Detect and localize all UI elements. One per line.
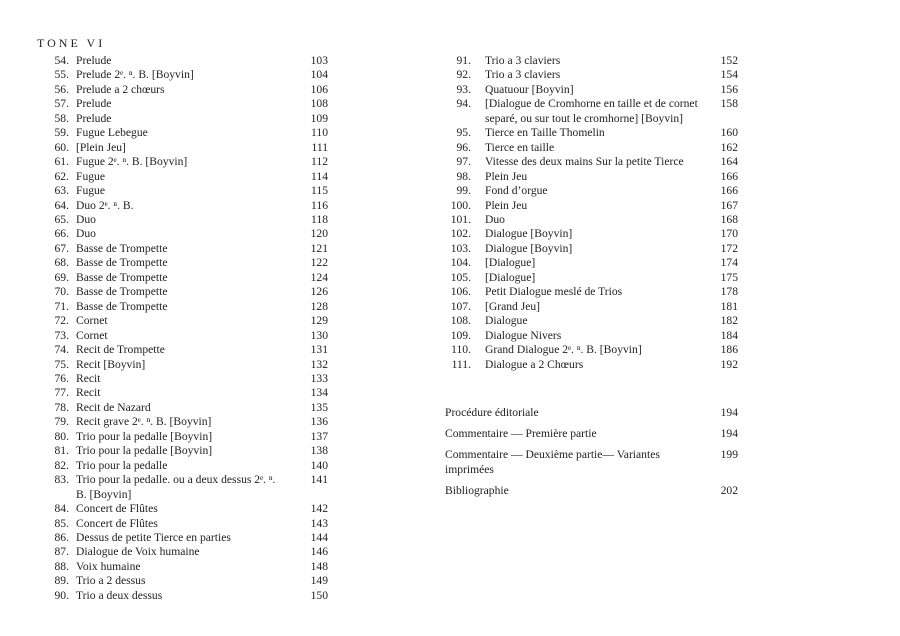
entry-number: 97. [456,155,471,169]
entry-number: 75. [54,357,69,371]
entry-page: 132 [310,357,328,371]
entry-page: 162 [720,140,738,154]
toc-entry [36,213,328,227]
entry-page: 199 [720,448,738,462]
toc-entry [36,285,328,299]
entry-page: 134 [310,386,328,400]
entry-page: 108 [310,97,328,111]
toc-entry [36,271,328,285]
entry-title: Cornet [76,328,108,342]
entry-title: [Dialogue de Cromhorne en taille et de cornet separé, ou sur tout le cromhorne] [Boyvin] [485,97,698,125]
entry-number: 86. [54,530,69,544]
entry-number: 63. [54,184,69,198]
entry-page: 143 [310,516,328,530]
entry-page: 130 [310,328,328,342]
entry-title: Basse de Trompette [76,270,168,284]
entry-title: Prelude 2ᵉ. ⁿ. B. [Boyvin] [76,68,194,82]
entry-number: 80. [54,429,69,443]
entry-title: Trio a deux dessus [76,588,163,602]
toc-entry [436,184,738,198]
entry-title: Recit [76,386,101,400]
entry-page: 166 [720,169,738,183]
entry-title: Basse de Trompette [76,299,168,313]
entry-number: 85. [54,516,69,530]
entry-page: 148 [310,559,328,573]
entry-number: 72. [54,314,69,328]
toc-entry [436,170,738,184]
entry-title: Prelude [76,97,112,111]
entry-page: 138 [310,444,328,458]
toc-entry [436,83,738,97]
entry-page: 192 [720,357,738,371]
entry-title: Commentaire — Première partie [445,427,597,441]
entry-title: Bibliographie [445,483,509,497]
entry-page: 170 [720,227,738,241]
entry-number: 99. [456,184,471,198]
toc-entry [436,242,738,256]
toc-left-column [36,54,328,603]
toc-entry [36,199,328,213]
entry-title: Quatuour [Boyvin] [485,82,574,96]
entry-number: 90. [54,588,69,602]
section-heading: TONE VI [37,36,106,50]
toc-entry [436,155,738,169]
entry-title: Tierce en Taille Thomelin [485,126,605,140]
toc-entry [36,300,328,314]
entry-title: Dialogue Nivers [485,328,562,342]
entry-number: 93. [456,82,471,96]
entry-number: 65. [54,212,69,226]
toc-entry [436,199,738,213]
entry-page: 182 [720,314,738,328]
toc-entry [436,227,738,241]
entry-title: [Grand Jeu] [485,299,541,313]
entry-number: 89. [54,574,69,588]
entry-title: Basse de Trompette [76,241,168,255]
toc-entry [36,54,328,68]
entry-page: 109 [310,111,328,125]
entry-number: 71. [54,299,69,313]
toc-entry [436,285,738,299]
entry-number: 58. [54,111,69,125]
entry-title: Vitesse des deux mains Sur la petite Tierce [485,155,684,169]
entry-number: 95. [456,126,471,140]
toc-entry [36,459,328,473]
entry-title: [Dialogue] [485,256,536,270]
entry-page: 164 [720,155,738,169]
toc-entry [36,68,328,82]
entry-title: Plein Jeu [485,169,528,183]
entry-title: Trio a 3 claviers [485,54,561,67]
entry-title: Dialogue [Boyvin] [485,241,573,255]
entry-title: Fugue [76,184,105,198]
toc-entry [36,314,328,328]
toc-entry [36,517,328,531]
entry-title: Duo [485,212,505,226]
entry-title: Dessus de petite Tierce en parties [76,530,231,544]
entry-page: 194 [720,427,738,441]
entry-title: Duo [76,212,96,226]
entry-number: 74. [54,343,69,357]
toc-entry [36,112,328,126]
toc-entry [36,184,328,198]
toc-entry [36,545,328,559]
entry-title: Trio pour la pedalle [76,458,168,472]
entry-number: 88. [54,559,69,573]
entry-number: 104. [450,256,471,270]
toc-entry [436,343,738,357]
entry-page: 186 [720,343,738,357]
entry-number: 103. [450,241,471,255]
entry-title: Concert de Flûtes [76,502,158,516]
entry-page: 116 [311,198,328,212]
entry-number: 92. [456,68,471,82]
entry-page: 110 [311,126,328,140]
entry-number: 98. [456,169,471,183]
entry-number: 79. [54,415,69,429]
toc-entry [36,358,328,372]
toc-entry [436,213,738,227]
entry-title: Trio a 2 dessus [76,574,146,588]
entry-title: Recit de Trompette [76,343,165,357]
toc-entry [36,401,328,415]
toc-entry [36,227,328,241]
entry-title: Prelude [76,54,112,67]
entry-number: 56. [54,82,69,96]
entry-number: 78. [54,400,69,414]
entry-title: Trio pour la pedalle [Boyvin] [76,444,213,458]
entry-number: 94. [456,97,471,111]
toc-entry [36,531,328,545]
entry-page: 152 [720,54,738,67]
entry-number: 101. [450,212,471,226]
toc-entry [436,97,738,126]
entry-page: 160 [720,126,738,140]
entry-title: Fugue [76,169,105,183]
back-matter-entry [445,484,738,498]
entry-number: 57. [54,97,69,111]
toc-entry [436,271,738,285]
toc-entry [436,141,738,155]
toc-entry [436,314,738,328]
entry-title: Fond d’orgue [485,184,548,198]
entry-title: Concert de Flûtes [76,516,158,530]
entry-title: Petit Dialogue meslé de Trios [485,285,623,299]
entry-number: 102. [450,227,471,241]
entry-page: 144 [310,530,328,544]
entry-page: 156 [720,82,738,96]
entry-page: 121 [310,241,328,255]
entry-page: 154 [720,68,738,82]
toc-entry [36,372,328,386]
entry-title: Recit [76,371,101,385]
toc-entry [36,141,328,155]
entry-number: 110. [451,343,471,357]
entry-title: Commentaire — Deuxième partie— Variantes imprimées [445,448,660,476]
entry-number: 87. [54,545,69,559]
back-matter-entry [445,406,738,420]
entry-number: 91. [456,54,471,67]
toc-entry [36,444,328,458]
entry-page: 133 [310,371,328,385]
entry-number: 84. [54,502,69,516]
entry-page: 178 [720,285,738,299]
entry-page: 168 [720,212,738,226]
entry-title: Dialogue [Boyvin] [485,227,573,241]
entry-title: Fugue 2ᵉ. ⁿ. B. [Boyvin] [76,155,188,169]
entry-page: 150 [310,588,328,602]
entry-number: 77. [54,386,69,400]
toc-entry [36,256,328,270]
toc-entry [436,300,738,314]
entry-number: 76. [54,371,69,385]
toc-entry [36,83,328,97]
entry-title: Tierce en taille [485,140,555,154]
entry-number: 81. [54,444,69,458]
entry-page: 103 [310,54,328,67]
entry-title: Basse de Trompette [76,256,168,270]
entry-number: 61. [54,155,69,169]
entry-page: 202 [720,483,738,497]
entry-page: 140 [310,458,328,472]
entry-title: [Plein Jeu] [76,140,126,154]
entry-page: 181 [720,299,738,313]
entry-page: 129 [310,314,328,328]
toc-entry [36,589,328,603]
entry-number: 55. [54,68,69,82]
entry-title: Basse de Trompette [76,285,168,299]
entry-title: Duo [76,227,96,241]
entry-title: [Dialogue] [485,270,536,284]
entry-title: Dialogue de Voix humaine [76,545,200,559]
entry-page: 111 [311,140,328,154]
toc-entry [436,68,738,82]
entry-page: 141 [310,473,328,487]
entry-page: 158 [720,97,738,111]
entry-title: Grand Dialogue 2ᵉ. ⁿ. B. [Boyvin] [485,343,642,357]
entry-title: Recit de Nazard [76,400,151,414]
entry-number: 105. [450,270,471,284]
entry-page: 112 [311,155,328,169]
toc-entry [36,415,328,429]
entry-title: Trio pour la pedalle. ou a deux dessus 2ᵉ. ⁿ. B. [Boyvin] [76,473,276,501]
entry-number: 73. [54,328,69,342]
entry-title: Trio pour la pedalle [Boyvin] [76,429,213,443]
toc-entry [436,126,738,140]
entry-title: Recit grave 2ᵉ. ⁿ. B. [Boyvin] [76,415,212,429]
toc-entry [436,256,738,270]
entry-title: Dialogue a 2 Chœurs [485,357,584,371]
entry-page: 137 [310,429,328,443]
entry-title: Recit [Boyvin] [76,357,146,371]
entry-number: 59. [54,126,69,140]
entry-title: Duo 2ᵉ. ⁿ. B. [76,198,134,212]
entry-title: Plein Jeu [485,198,528,212]
entry-page: 115 [311,184,328,198]
entry-page: 172 [720,241,738,255]
entry-page: 122 [310,256,328,270]
entry-number: 82. [54,458,69,472]
entry-page: 166 [720,184,738,198]
entry-number: 66. [54,227,69,241]
entry-page: 174 [720,256,738,270]
toc-entry [436,358,738,372]
entry-page: 167 [720,198,738,212]
toc-entry [36,242,328,256]
toc-entry [36,386,328,400]
toc-right-column [436,54,738,372]
toc-entry [36,155,328,169]
entry-page: 136 [310,415,328,429]
entry-page: 114 [311,169,328,183]
entry-number: 62. [54,169,69,183]
entry-page: 175 [720,270,738,284]
entry-title: Trio a 3 claviers [485,68,561,82]
entry-page: 184 [720,328,738,342]
toc-entry [36,502,328,516]
entry-number: 109. [450,328,471,342]
entry-page: 120 [310,227,328,241]
entry-number: 108. [450,314,471,328]
entry-number: 69. [54,270,69,284]
entry-title: Fugue Lebegue [76,126,148,140]
toc-entry [36,126,328,140]
back-matter-entry [445,448,738,477]
entry-page: 142 [310,502,328,516]
toc-entry [36,343,328,357]
entry-title: Dialogue [485,314,528,328]
toc-entry [36,473,328,502]
entry-number: 106. [450,285,471,299]
entry-number: 111. [451,357,471,371]
toc-entry [36,170,328,184]
entry-number: 67. [54,241,69,255]
toc-entry [36,574,328,588]
entry-title: Cornet [76,314,108,328]
entry-page: 126 [310,285,328,299]
entry-page: 104 [310,68,328,82]
entry-title: Prelude [76,111,112,125]
entry-page: 146 [310,545,328,559]
entry-number: 60. [54,140,69,154]
entry-page: 128 [310,299,328,313]
toc-entry [436,329,738,343]
toc-entry [36,97,328,111]
back-matter-list [445,406,738,505]
toc-entry [436,54,738,68]
entry-page: 135 [310,400,328,414]
entry-number: 54. [54,54,69,67]
entry-page: 131 [310,343,328,357]
entry-number: 107. [450,299,471,313]
entry-page: 194 [720,406,738,419]
entry-page: 149 [310,574,328,588]
entry-number: 83. [54,473,69,487]
entry-number: 100. [450,198,471,212]
entry-page: 106 [310,82,328,96]
entry-page: 118 [311,212,328,226]
entry-number: 64. [54,198,69,212]
toc-entry [36,430,328,444]
entry-page: 124 [310,270,328,284]
entry-title: Procédure éditoriale [445,406,539,419]
entry-number: 96. [456,140,471,154]
back-matter-entry [445,427,738,441]
entry-title: Prelude a 2 chœurs [76,82,165,96]
entry-number: 68. [54,256,69,270]
entry-title: Voix humaine [76,559,141,573]
toc-entry [36,560,328,574]
toc-entry [36,329,328,343]
entry-number: 70. [54,285,69,299]
